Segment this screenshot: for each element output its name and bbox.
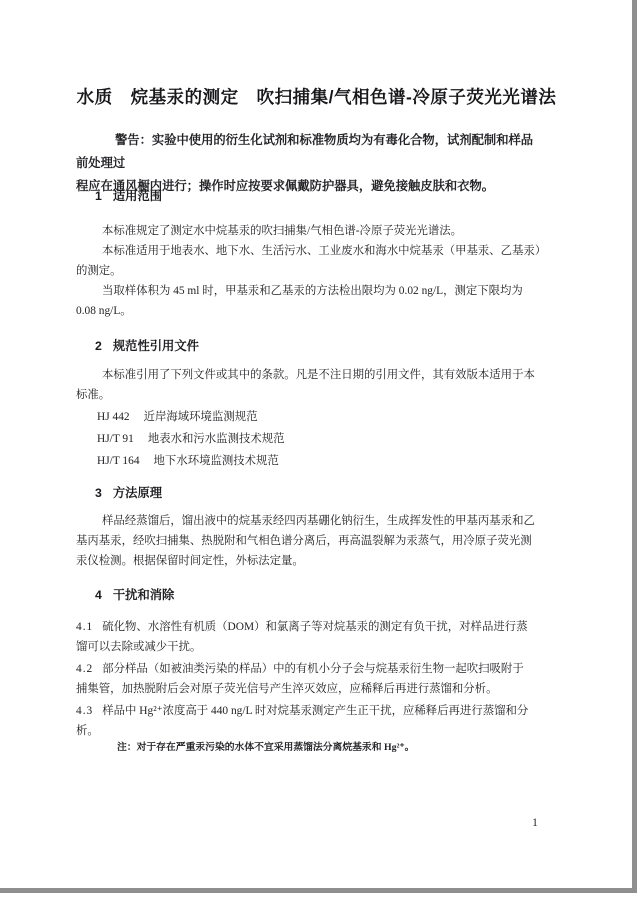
section-1-body bbox=[76, 221, 547, 321]
text-line: 捕集管，加热脱附后会对原子荧光信号产生淬灭效应，应稀释后再进行蒸馏和分析。 bbox=[76, 683, 498, 695]
clause-text: 部分样品（如被油类污染的样品）中的有机小分子会与烷基汞衍生物一起吹扫吸附于 bbox=[102, 663, 524, 675]
section-3-body bbox=[76, 511, 544, 571]
section-number: 2 bbox=[95, 339, 102, 353]
reference-code: HJ 442 bbox=[97, 411, 130, 423]
section-2-heading bbox=[95, 336, 199, 354]
text-line: 的测定。 bbox=[76, 265, 122, 277]
reference-row bbox=[97, 428, 285, 450]
section-4-body bbox=[76, 617, 544, 743]
clause-number: 4.1 bbox=[76, 621, 94, 633]
text-line: 样品经蒸馏后，馏出液中的烷基汞经四丙基硼化钠衍生，生成挥发性的甲基丙基汞和乙 bbox=[102, 515, 535, 527]
text-line: 本标准适用于地表水、地下水、生活污水、工业废水和海水中烷基汞（甲基汞、乙基汞） bbox=[102, 245, 547, 257]
text-line: 馏可以去除或减少干扰。 bbox=[76, 641, 202, 653]
warning-line: 程应在通风橱内进行；操作时应按要求佩戴防护器具，避免接触皮肤和衣物。 bbox=[76, 179, 495, 193]
text-line bbox=[76, 701, 544, 721]
reference-code: HJ/T 91 bbox=[97, 433, 134, 445]
clause-number: 4.3 bbox=[76, 705, 94, 717]
text-line: 本标准规定了测定水中烷基汞的吹扫捕集/气相色谱-冷原子荧光光谱法。 bbox=[102, 225, 463, 237]
section-title: 规范性引用文件 bbox=[112, 339, 199, 353]
text-line: 汞仪检测。根据保留时间定性，外标法定量。 bbox=[76, 555, 304, 567]
section-3-heading bbox=[95, 483, 162, 501]
text-line: 0.08 ng/L。 bbox=[76, 305, 132, 317]
section-title: 适用范围 bbox=[112, 189, 163, 203]
clause-text: 硫化物、水溶性有机质（DOM）和氯离子等对烷基汞的测定有负干扰，对样品进行蒸 bbox=[102, 621, 528, 633]
reference-title: 近岸海域环境监测规范 bbox=[143, 411, 258, 423]
text-line: 当取样体积为 45 ml 时，甲基汞和乙基汞的方法检出限均为 0.02 ng/L，测定下限均为 bbox=[102, 285, 523, 297]
reference-code: HJ/T 164 bbox=[97, 455, 140, 467]
clause-text: 样品中 Hg²⁺浓度高于 440 ng/L 时对烷基汞测定产生正干扰，应稀释后再进行蒸馏和分 bbox=[102, 705, 529, 717]
scan-edge-right bbox=[632, 0, 637, 892]
page-number: 1 bbox=[532, 817, 538, 829]
text-line: 标准。 bbox=[76, 389, 111, 401]
warning-line: 警告：实验中使用的衍生化试剂和标准物质均为有毒化合物，试剂配制和样品前处理过 bbox=[76, 133, 534, 170]
section-2-intro bbox=[76, 365, 544, 405]
reference-row bbox=[97, 406, 285, 428]
document-title: 水质 烷基汞的测定 吹扫捕集/气相色谱-冷原子荧光光谱法 bbox=[76, 87, 557, 107]
text-line: 析。 bbox=[76, 725, 99, 737]
clause-number: 4.2 bbox=[76, 663, 94, 675]
section-number: 3 bbox=[95, 486, 102, 500]
text-line bbox=[76, 659, 544, 679]
clause-4-2 bbox=[76, 659, 544, 699]
normative-references-list bbox=[97, 406, 285, 472]
text-line: 本标准引用了下列文件或其中的条款。凡是不注日期的引用文件，其有效版本适用于本 bbox=[102, 369, 535, 381]
section-4-heading bbox=[95, 585, 174, 603]
text-line bbox=[76, 617, 544, 637]
clause-4-3 bbox=[76, 701, 544, 741]
clause-4-1 bbox=[76, 617, 544, 657]
reference-row bbox=[97, 450, 285, 472]
section-title: 方法原理 bbox=[112, 486, 163, 500]
section-title: 干扰和消除 bbox=[112, 588, 175, 602]
section-1-heading bbox=[95, 186, 162, 204]
reference-title: 地下水环境监测技术规范 bbox=[153, 455, 279, 467]
footnote: 注：对于存在严重汞污染的水体不宜采用蒸馏法分离烷基汞和 Hg²⁺。 bbox=[117, 742, 415, 753]
reference-title: 地表水和污水监测技术规范 bbox=[147, 433, 285, 445]
section-number: 1 bbox=[95, 189, 102, 203]
section-number: 4 bbox=[95, 588, 102, 602]
text-line: 基丙基汞，经吹扫捕集、热脱附和气相色谱分离后，再高温裂解为汞蒸气，用冷原子荧光测 bbox=[76, 535, 532, 547]
scan-edge-bottom bbox=[0, 888, 637, 893]
